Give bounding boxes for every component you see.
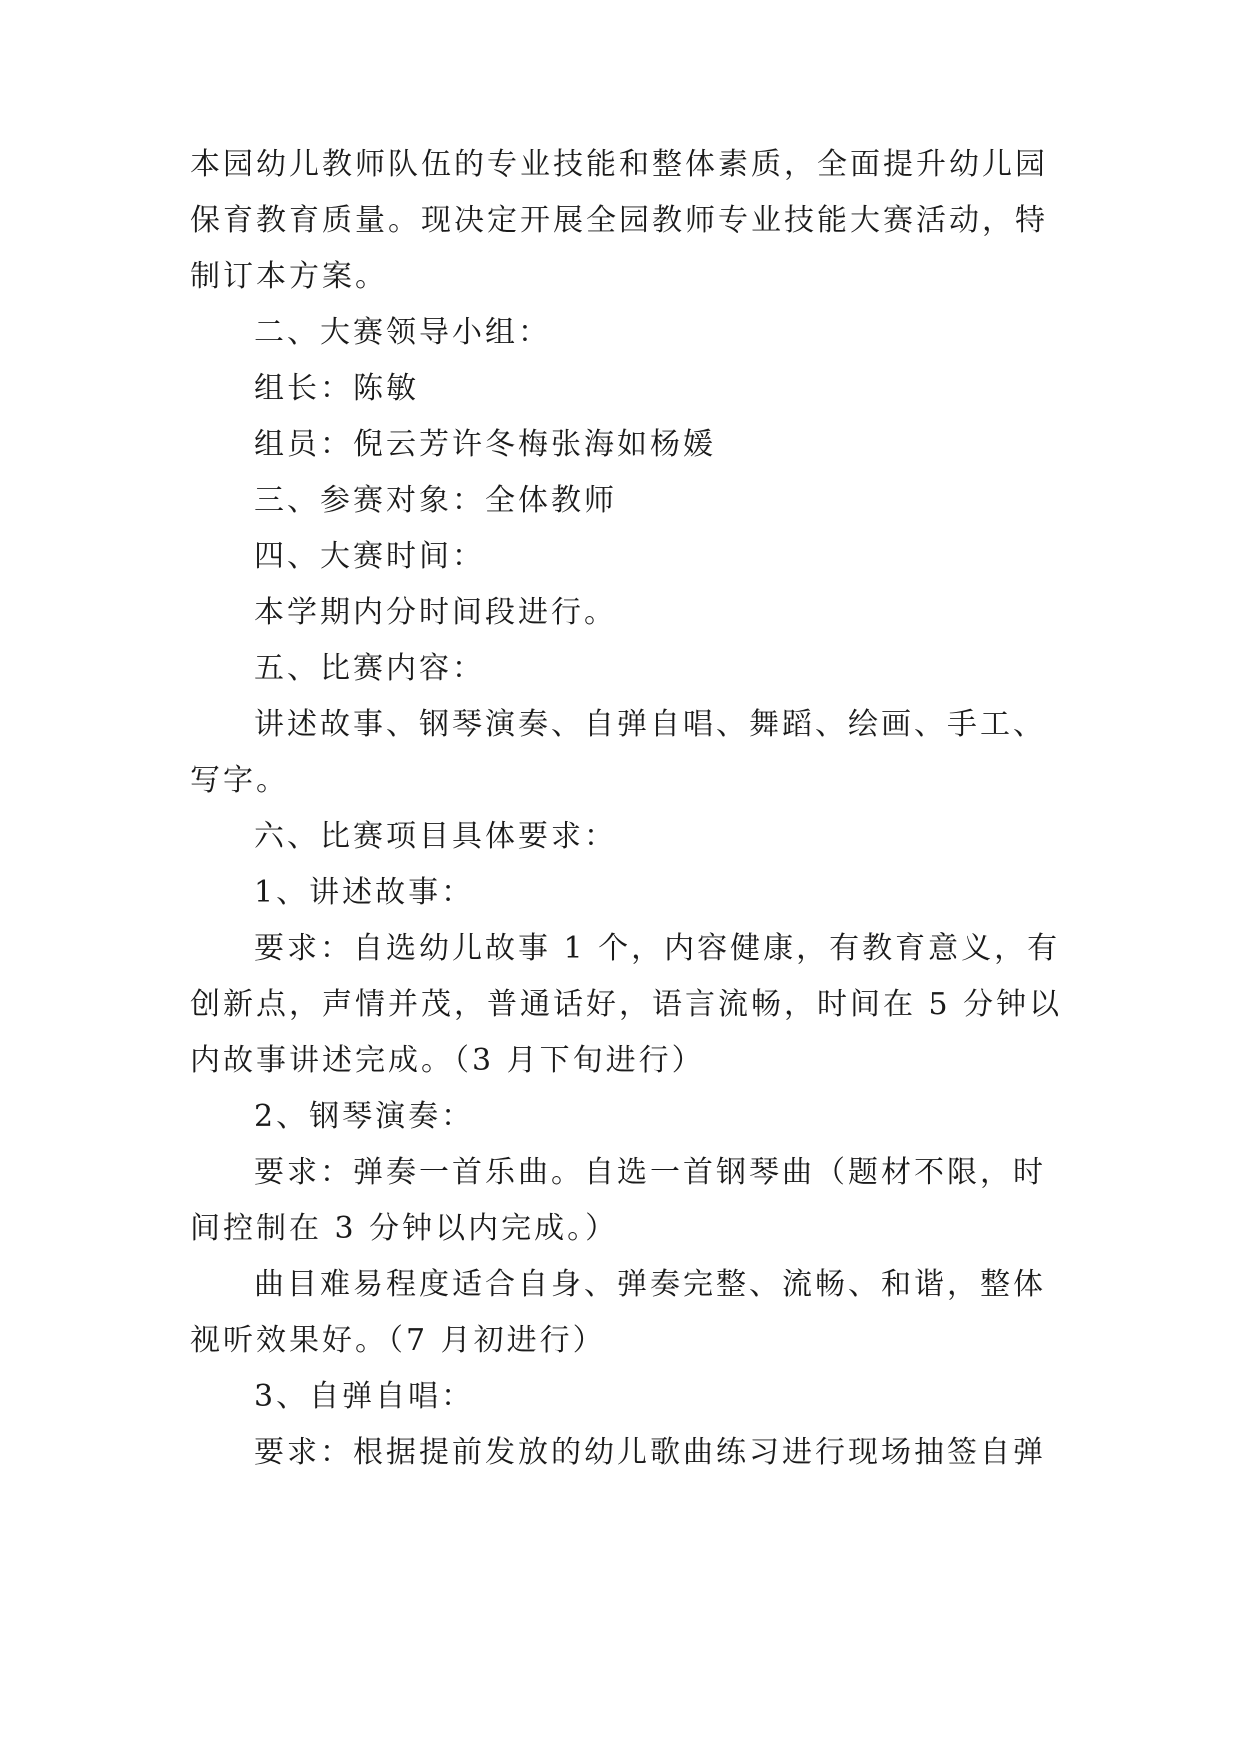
section-heading: 五、比赛内容： (254, 651, 485, 686)
paragraph-line: 制订本方案。 (190, 259, 388, 294)
paragraph-line: 视听效果好。（7 月初进行） (190, 1323, 606, 1358)
paragraph-line: 要求：弹奏一首乐曲。自选一首钢琴曲（题材不限，时 (254, 1155, 1046, 1190)
item-heading: 2、钢琴演奏： (254, 1099, 475, 1134)
paragraph-line: 内故事讲述完成。（3 月下旬进行） (190, 1043, 705, 1078)
paragraph-line: 讲述故事、钢琴演奏、自弹自唱、舞蹈、绘画、手工、 (254, 707, 1046, 742)
paragraph-line: 组员：倪云芳许冬梅张海如杨媛 (254, 427, 716, 462)
paragraph-line: 要求：自选幼儿故事 1 个，内容健康，有教育意义，有 (254, 931, 1061, 966)
paragraph-line: 组长：陈敏 (254, 371, 419, 406)
item-heading: 3、自弹自唱： (254, 1379, 475, 1414)
section-heading: 六、比赛项目具体要求： (254, 819, 617, 854)
section-heading: 三、参赛对象：全体教师 (254, 483, 617, 518)
paragraph-line: 间控制在 3 分钟以内完成。） (190, 1211, 619, 1246)
item-heading: 1、讲述故事： (254, 875, 475, 910)
paragraph-line: 要求：根据提前发放的幼儿歌曲练习进行现场抽签自弹 (254, 1435, 1046, 1470)
paragraph-line: 保育教育质量。现决定开展全园教师专业技能大赛活动，特 (190, 203, 1048, 238)
section-heading: 四、大赛时间： (254, 539, 485, 574)
paragraph-line: 写字。 (190, 763, 289, 798)
paragraph-line: 本学期内分时间段进行。 (254, 595, 617, 630)
paragraph-line: 本园幼儿教师队伍的专业技能和整体素质，全面提升幼儿园 (190, 147, 1048, 182)
paragraph-line: 创新点，声情并茂，普通话好，语言流畅，时间在 5 分钟以 (190, 987, 1063, 1022)
paragraph-line: 曲目难易程度适合自身、弹奏完整、流畅、和谐，整体 (254, 1267, 1046, 1302)
section-heading: 二、大赛领导小组： (254, 315, 551, 350)
